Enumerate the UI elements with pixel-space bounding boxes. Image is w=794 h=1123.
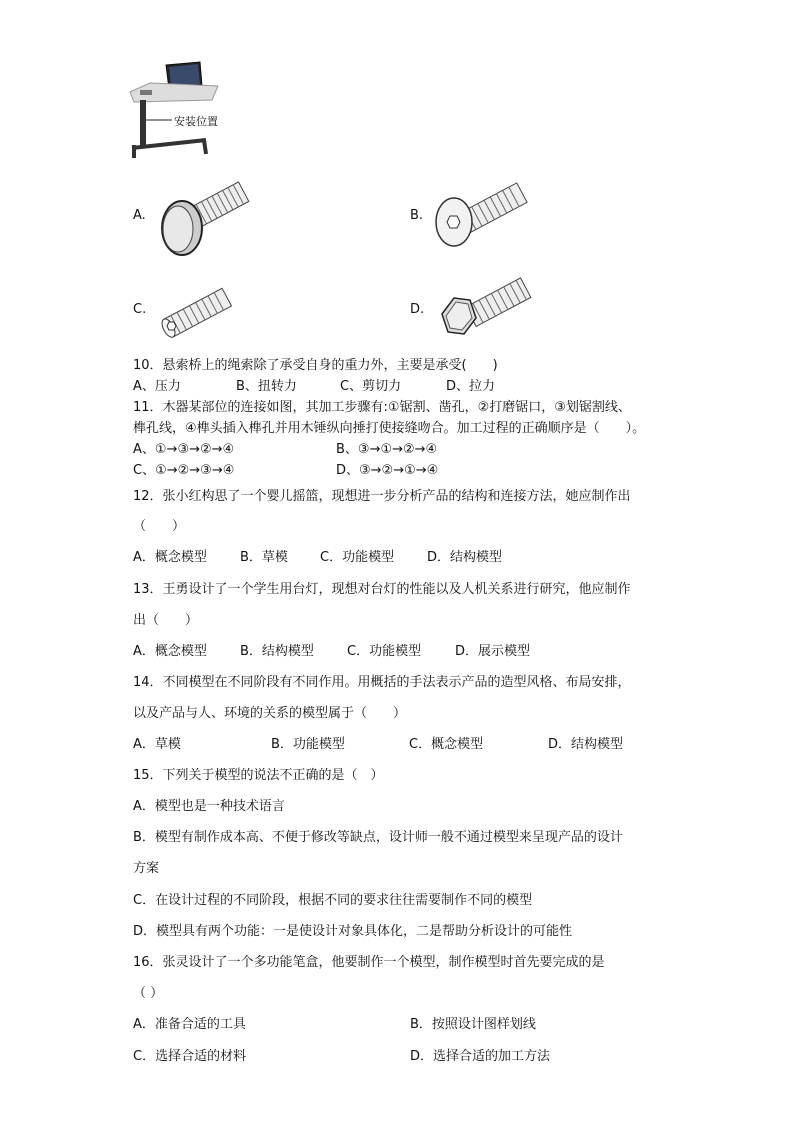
option-b-letter: B. xyxy=(410,208,424,223)
option-c-letter: C. xyxy=(133,302,147,317)
q10-option-c: C、剪切力 xyxy=(340,379,402,394)
q15-option-a: A．模型也是一种技术语言 xyxy=(133,799,285,814)
q16-option-b: B．按照设计图样划线 xyxy=(410,1017,536,1032)
q16-stem-line1: 16．张灵设计了一个多功能笔盒，他要制作一个模型，制作模型时首先要完成的是 xyxy=(133,955,605,970)
q10-stem: 10．悬索桥上的绳索除了承受自身的重力外，主要是承受( ) xyxy=(133,358,498,373)
q15-stem: 15．下列关于模型的说法不正确的是（ ） xyxy=(133,768,384,783)
q16-option-c: C．选择合适的材料 xyxy=(133,1049,247,1064)
q13-stem-line1: 13．王勇设计了一个学生用台灯，现想对台灯的性能以及人机关系进行研究，他应制作 xyxy=(133,582,631,597)
q12-stem-line1: 12．张小红构思了一个婴儿摇篮，现想进一步分析产品的结构和连接方法，她应制作出 xyxy=(133,489,631,504)
knurled-thumb-screw-icon xyxy=(150,176,250,256)
hex-socket-set-screw-icon xyxy=(155,284,255,344)
q10-option-d: D、拉力 xyxy=(446,379,496,394)
hex-head-bolt-icon xyxy=(432,272,532,352)
q11-option-b: B、③→①→②→④ xyxy=(336,442,438,457)
q12-stem-line2: （ ） xyxy=(133,519,186,534)
q16-option-a: A．准备合适的工具 xyxy=(133,1017,246,1032)
q15-option-c: C．在设计过程的不同阶段，根据不同的要求往往需要制作不同的模型 xyxy=(133,893,533,908)
q14-stem-line2: 以及产品与人、环境的关系的模型属于（ ） xyxy=(133,706,407,721)
q14-option-b: B．功能模型 xyxy=(271,737,345,752)
q14-option-a: A．草模 xyxy=(133,737,181,752)
q10-option-a: A、压力 xyxy=(133,379,181,394)
q12-option-c: C．功能模型 xyxy=(320,550,395,565)
q16-stem-line2: （ ） xyxy=(133,986,164,1001)
q15-option-d: D．模型具有两个功能：一是使设计对象具体化，二是帮助分析设计的可能性 xyxy=(133,924,573,939)
q15-option-b-line2: 方案 xyxy=(133,861,160,876)
option-d-letter: D. xyxy=(410,302,425,317)
q14-option-c: C．概念模型 xyxy=(409,737,484,752)
q11-stem-line2: 榫孔线，④榫头插入榫孔并用木锤纵向捶打使接缝吻合。加工过程的正确顺序是（ ）。 xyxy=(133,421,646,436)
q11-option-d: D、③→②→①→④ xyxy=(336,463,439,478)
q13-option-d: D．展示模型 xyxy=(455,644,531,659)
q13-option-b: B．结构模型 xyxy=(240,644,314,659)
hex-socket-flat-head-screw-icon xyxy=(430,176,530,256)
q14-stem-line1: 14．不同模型在不同阶段有不同作用。用概括的手法表示产品的造型风格、布局安排， xyxy=(133,675,631,690)
q11-option-a: A、①→③→②→④ xyxy=(133,442,235,457)
q12-option-a: A．概念模型 xyxy=(133,550,207,565)
q12-option-b: B．草模 xyxy=(240,550,288,565)
q13-stem-line2: 出（ ） xyxy=(133,613,199,628)
q16-option-d: D．选择合适的加工方法 xyxy=(410,1049,551,1064)
q13-option-a: A．概念模型 xyxy=(133,644,207,659)
install-position-label: 安装位置 xyxy=(174,115,218,128)
option-a-letter: A. xyxy=(133,208,146,223)
q11-stem-line1: 11．木器某部位的连接如图，其加工步骤有:①锯割、凿孔，②打磨锯口，③划锯割线、 xyxy=(133,400,631,415)
q14-option-d: D．结构模型 xyxy=(548,737,624,752)
q12-option-d: D．结构模型 xyxy=(427,550,503,565)
q11-option-c: C、①→②→③→④ xyxy=(133,463,235,478)
laptop-table-figure xyxy=(0,0,794,170)
q13-option-c: C．功能模型 xyxy=(347,644,422,659)
q10-option-b: B、扭转力 xyxy=(236,379,297,394)
q15-option-b-line1: B．模型有制作成本高、不便于修改等缺点，设计师一般不通过模型来呈现产品的设计 xyxy=(133,830,623,845)
